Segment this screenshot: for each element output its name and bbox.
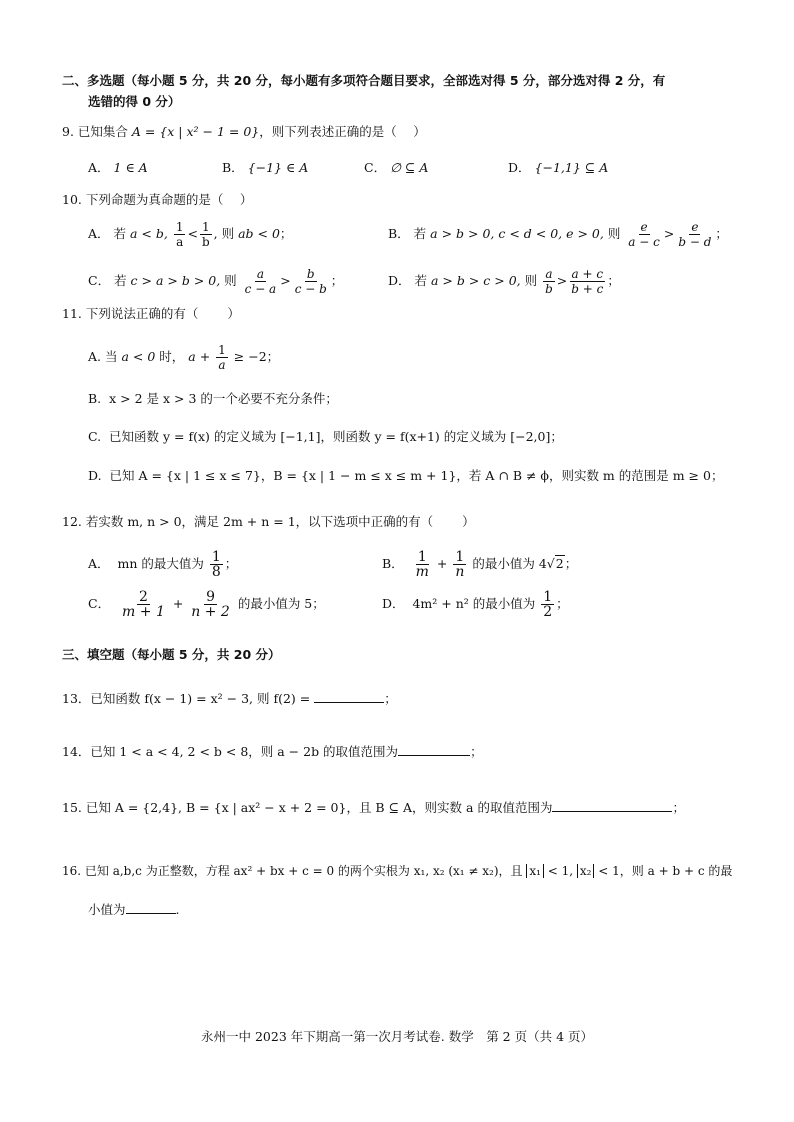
- q11-a-frac: [216, 343, 228, 372]
- q10-b-end: ；: [715, 226, 728, 241]
- q12-option-a: [88, 550, 237, 579]
- q14-answer-blank[interactable]: [398, 743, 470, 756]
- q12-a-frac: [210, 550, 223, 579]
- q11-option-d: [88, 467, 723, 485]
- q9-option-b-label: B．: [222, 160, 244, 175]
- q10-c-cond: c > a > b > 0,: [130, 273, 225, 288]
- q11-a-frac-num: 1: [218, 343, 226, 357]
- q10-a-frac2-num: 1: [201, 220, 210, 234]
- q10-c-label: C．: [88, 273, 111, 288]
- q12-b-frac2: [453, 550, 466, 579]
- q12-stem: 12. 若实数 m, n > 0，满足 2m + n = 1，以下选项中正确的有（ ）: [62, 514, 475, 529]
- q10-a-end: ；: [279, 226, 293, 241]
- q9-option-b-text: {−1} ∈ A: [247, 160, 309, 175]
- q11-d-text: 已知 A = {x | 1 ≤ x ≤ 7}，B = {x | 1 − m ≤ x ≤ m + 1}，若 A ∩ B ≠ ϕ，则实数 m 的范围是 m ≥ 0；: [109, 468, 724, 483]
- q12-d-frac-num: 1: [543, 589, 553, 605]
- q10-b-frac1: [626, 220, 662, 249]
- q10-c-mid: 则: [224, 273, 241, 288]
- q12-a-pre: mn 的最大值为: [117, 556, 208, 571]
- q10-d-frac1-den: b: [545, 282, 553, 296]
- q10-d-frac2-num: a + c: [571, 267, 604, 281]
- q9-option-c-label: C．: [364, 160, 387, 175]
- q10-d-label: D．: [388, 273, 411, 288]
- q10-d-pre: 若: [414, 273, 431, 288]
- q11-b-text: x > 2 是 x > 3 的一个必要不充分条件；: [109, 391, 338, 406]
- q12-c-label: C．: [88, 596, 111, 611]
- q13-answer-blank[interactable]: [314, 690, 384, 703]
- q12-c-frac2-num: 9: [206, 589, 216, 605]
- q16-answer-blank[interactable]: [126, 901, 176, 914]
- q10-b-frac2-num: e: [691, 220, 699, 234]
- q11-a-lead: a +: [188, 349, 215, 364]
- q11-option-c: [88, 428, 563, 446]
- q12-c-frac1-den: m + 1: [122, 604, 165, 620]
- q11-a-frac-den: a: [218, 358, 226, 372]
- q12-b-root: 2: [555, 556, 564, 571]
- q10-b-frac1-num: e: [640, 220, 648, 234]
- q10-option-d: D． 若 a > b > c > 0, 则 $\frac{a}{b}$ > $\frac{a + c}{b + c}$ ；: [388, 267, 620, 296]
- q13: [62, 690, 397, 708]
- q10-c-frac2-num: b: [306, 267, 315, 281]
- q12-a-end: ；: [224, 556, 238, 571]
- q10-option-a: A． 若 a < b, $\frac{1}{a}$ < $\frac{1}{b}$ , 则 ab < 0；: [88, 220, 293, 249]
- q10-a-concl: ab < 0: [238, 226, 280, 241]
- q14: [62, 743, 483, 761]
- q10-c-frac1: [243, 267, 279, 296]
- q11-a-label: A.: [88, 349, 102, 364]
- sqrt-sign-icon: √: [546, 556, 555, 571]
- q16-line1-pre: 16. 已知 a,b,c 为正整数，方程 ax² + bx + c = 0 的两个实根为 x₁, x₂ (x₁ ≠ x₂)，且: [62, 864, 527, 878]
- q10-b-pre: 若: [413, 226, 431, 241]
- q12-b-frac2-den: n: [455, 564, 465, 580]
- q9-option-a: [88, 159, 148, 177]
- q12-c-frac1: [120, 590, 167, 619]
- q10-c-end: ；: [330, 273, 344, 288]
- q10-option-b: B． 若 a > b > 0, c < d < 0, e > 0, 则 $\frac{e}{a - c}$ > $\frac{e}{b - d}$ ；: [388, 220, 728, 249]
- section-title-multi-cont: 选错的得 0 分）: [88, 94, 181, 109]
- q12-b-label: B．: [382, 556, 404, 571]
- q11-a-end: ；: [266, 349, 280, 364]
- q11-c-label: C.: [88, 429, 102, 444]
- q12-option-c: [88, 590, 325, 619]
- q9-option-b: [222, 159, 308, 177]
- q15-text: 15. 已知 A = {2,4}, B = {x | ax² − x + 2 = 0}，且 B ⊆ A，则实数 a 的取值范围为: [62, 800, 553, 815]
- q12-b-frac1: [414, 550, 431, 579]
- q10-a-pre: 若: [113, 226, 130, 241]
- q10-d-frac1-num: a: [545, 267, 553, 281]
- q15-end: ；: [672, 800, 685, 815]
- q10-d-frac2: [569, 267, 605, 296]
- q10-b-mid: 则: [607, 226, 625, 241]
- q9-stem-prefix: 9. 已知集合: [62, 124, 132, 139]
- q11-d-label: D.: [88, 468, 102, 483]
- q9-option-d-label: D．: [508, 160, 531, 175]
- q10-b-label: B．: [388, 226, 410, 241]
- q11-c-text: 已知函数 y = f(x) 的定义域为 [−1,1]，则函数 y = f(x+1) 的定义域为 [−2,0]；: [109, 429, 563, 444]
- q16-abs2: x₂: [577, 864, 595, 878]
- q13-end: ；: [384, 691, 397, 706]
- q10-c-frac1-num: a: [256, 267, 265, 281]
- q10-c-frac1-den: c − a: [244, 282, 277, 296]
- q9-option-d-text: {−1,1} ⊆ A: [534, 160, 609, 175]
- q12-b-frac1-num: 1: [417, 549, 427, 565]
- q10-c-frac2-den: c − b: [294, 282, 327, 296]
- q10-a-frac2: [200, 220, 212, 249]
- q10-a-label: A．: [88, 226, 110, 241]
- q9-option-c-text: ∅ ⊆ A: [390, 160, 429, 175]
- q11-b-label: B.: [88, 391, 102, 406]
- q12-b-frac1-den: m: [415, 564, 429, 580]
- q10-a-cond: a < b,: [130, 226, 172, 241]
- q12-d-frac-den: 2: [543, 604, 553, 620]
- q10-d-end: ；: [607, 273, 620, 288]
- q12-c-frac1-num: 2: [138, 589, 148, 605]
- q9-option-a-text: 1 ∈ A: [113, 160, 148, 175]
- q11-a-tail: ≥ −2: [229, 349, 267, 364]
- q12-d-frac: [541, 590, 554, 619]
- q11-a-pre: 当: [105, 349, 122, 364]
- q15: [62, 799, 685, 817]
- page-footer: 永州一中 2023 年下期高一第一次月考试卷. 数学 第 2 页（共 4 页）: [200, 1029, 593, 1044]
- q11-stem: 11. 下列说法正确的有（ ）: [62, 306, 240, 321]
- q9-stem-suffix: ，则下列表述正确的是（ ）: [259, 124, 426, 139]
- q16-line2-pre: 小值为: [88, 902, 126, 917]
- q12-b-end: ；: [564, 556, 578, 571]
- q10-d-cond: a > b > c > 0,: [431, 273, 525, 288]
- q16-line1-post: < 1，则 a + b + c 的最: [594, 864, 733, 878]
- q12-a-frac-den: 8: [211, 564, 221, 580]
- q16-abs1: x₁: [526, 864, 544, 878]
- q10-option-c: C． 若 c > a > b > 0, 则 $\frac{a}{c - a}$ > $\frac{b}{c - b}$ ；: [88, 267, 344, 296]
- q12-d-label: D．: [382, 596, 405, 611]
- q12-d-end: ；: [556, 596, 569, 611]
- q12-option-d: [382, 590, 569, 619]
- q12-c-frac2: [189, 590, 232, 619]
- q12-c-frac2-den: n + 2: [191, 604, 230, 620]
- q10-a-frac1-num: 1: [175, 220, 184, 234]
- q14-text: 14．已知 1 < a < 4, 2 < b < 8，则 a − 2b 的取值范围为: [62, 744, 399, 759]
- q11-a-mid: 时，: [155, 349, 185, 364]
- section-title-multi: 二、多选题（每小题 5 分，共 20 分，每小题有多项符合题目要求，全部选对得 5 分，部分选对得 2 分，有: [62, 73, 666, 88]
- q12-a-label: A．: [88, 556, 110, 571]
- q16-mid: < 1,: [543, 864, 577, 878]
- q15-answer-blank[interactable]: [552, 799, 672, 812]
- q10-a-mid: 则: [221, 226, 239, 241]
- q9-stem: [62, 123, 426, 141]
- q9-option-c: [364, 159, 428, 177]
- q13-text: 13．已知函数 f(x − 1) = x² − 3, 则 f(2) =: [62, 691, 315, 706]
- q12-c-plus: +: [168, 596, 188, 611]
- q10-d-frac1: [543, 267, 555, 296]
- q12-b-mid: 的最小值为 4: [468, 556, 547, 571]
- q12-b-plus: +: [432, 556, 452, 571]
- q12-b-frac2-num: 1: [455, 549, 465, 565]
- q16-line1: [62, 862, 732, 880]
- q11-a-cond: a < 0: [121, 349, 156, 364]
- q10-b-cond: a > b > 0, c < d < 0, e > 0,: [430, 226, 608, 241]
- q11-option-b: [88, 390, 338, 408]
- q12-c-tail: 的最小值为 5；: [233, 596, 325, 611]
- q16-line2-end: .: [175, 902, 180, 917]
- q10-d-frac2-den: b + c: [571, 282, 604, 296]
- q10-a-frac1-den: a: [176, 235, 184, 249]
- q14-end: ；: [470, 744, 483, 759]
- q10-stem: 10. 下列命题为真命题的是（ ）: [62, 192, 253, 207]
- q12-a-frac-num: 1: [211, 549, 221, 565]
- q10-b-frac1-den: a − c: [628, 235, 660, 249]
- q9-stem-math: A = {x | x² − 1 = 0}: [131, 124, 260, 139]
- q16-line2: [88, 901, 180, 919]
- q10-a-frac1: [174, 220, 186, 249]
- q12-d-pre: 4m² + n² 的最小值为: [412, 596, 540, 611]
- section-title-fill: 三、填空题（每小题 5 分，共 20 分）: [62, 647, 281, 662]
- q10-c-frac2: [293, 267, 329, 296]
- q10-b-frac2: [676, 220, 713, 249]
- q9-option-d: [508, 159, 608, 177]
- q11-option-a: [88, 343, 279, 372]
- q10-b-frac2-den: b − d: [678, 235, 712, 249]
- q10-d-mid: 则: [524, 273, 542, 288]
- q10-a-frac2-den: b: [201, 235, 210, 249]
- q9-option-a-label: A．: [88, 160, 110, 175]
- q10-c-pre: 若: [114, 273, 131, 288]
- q12-option-b: [382, 550, 577, 579]
